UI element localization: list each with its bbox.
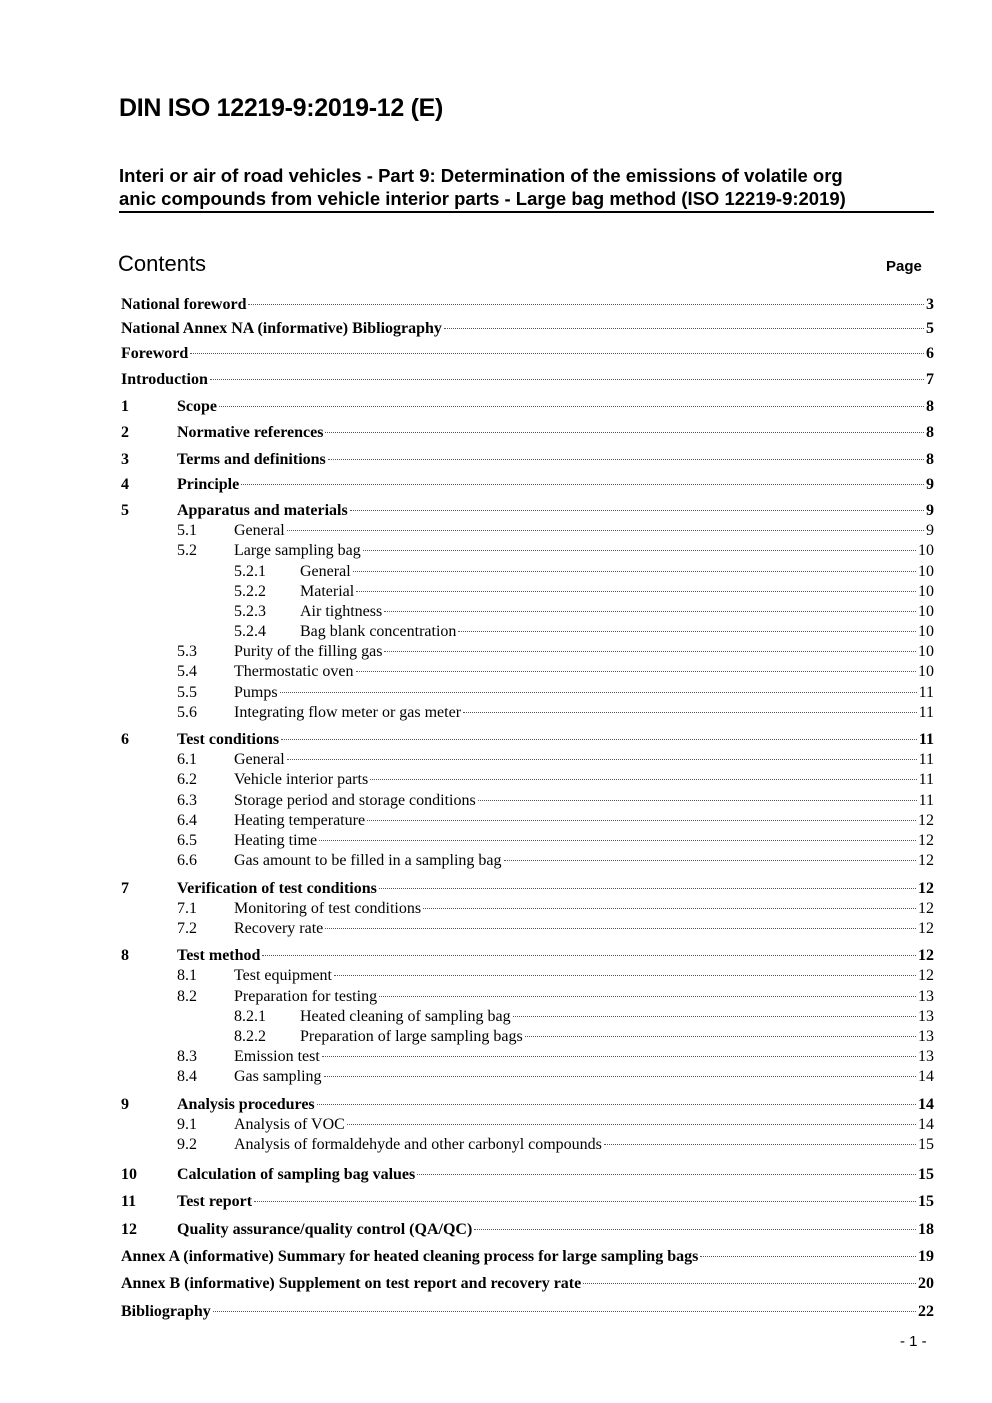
toc-entry-number: 3 [121, 451, 129, 468]
toc-dot-leader [604, 1144, 916, 1145]
toc-entry-title: General [234, 522, 285, 539]
toc-dot-leader [280, 692, 917, 693]
toc-entry-page: 20 [918, 1275, 934, 1292]
toc-entry[interactable] [121, 320, 934, 340]
toc-entry[interactable] [234, 623, 934, 643]
toc-entry[interactable] [177, 643, 934, 663]
toc-entry-page: 12 [918, 832, 934, 849]
toc-entry-page: 9 [926, 522, 934, 539]
toc-entry-title: Vehicle interior parts [234, 771, 369, 788]
document-subtitle [119, 164, 934, 213]
toc-entry-number: 8.2.1 [234, 1008, 266, 1025]
subtitle-line-2: anic compounds from vehicle interior parts - Large bag method (ISO 12219-9:2019) [119, 188, 846, 209]
toc-entry-number: 8.3 [177, 1048, 197, 1065]
toc-dot-leader [417, 1174, 916, 1175]
toc-entry[interactable] [121, 398, 934, 418]
toc-dot-leader [423, 908, 916, 909]
document-title: DIN ISO 12219-9:2019-12 (E) [119, 94, 444, 122]
toc-entry[interactable] [121, 1193, 934, 1213]
toc-dot-leader [317, 1104, 916, 1105]
toc-entry-title: Test conditions [177, 731, 280, 748]
toc-entry-number: 5.6 [177, 704, 197, 721]
toc-entry-page: 12 [918, 852, 934, 869]
toc-entry-title: Introduction [121, 371, 208, 388]
toc-entry-page: 12 [918, 947, 934, 964]
toc-entry-title: General [300, 563, 351, 580]
toc-entry-page: 11 [918, 684, 934, 701]
toc-dot-leader [350, 510, 924, 511]
toc-dot-leader [190, 353, 924, 354]
toc-entry[interactable] [121, 345, 934, 365]
toc-dot-leader [262, 955, 916, 956]
toc-entry-page: 5 [926, 320, 934, 337]
toc-entry-page: 13 [918, 1028, 934, 1045]
toc-dot-leader [384, 651, 916, 652]
toc-entry-title: Gas amount to be filled in a sampling bag [234, 852, 502, 869]
toc-entry-page: 12 [918, 812, 934, 829]
toc-entry-number: 9.1 [177, 1116, 197, 1133]
toc-entry-title: Heating temperature [234, 812, 366, 829]
toc-dot-leader [356, 591, 916, 592]
page-column-heading: Page [886, 258, 922, 275]
toc-entry-number: 5.2.4 [234, 623, 266, 640]
toc-entry[interactable] [177, 812, 934, 832]
toc-entry-title: Bag blank concentration [300, 623, 457, 640]
toc-entry-number: 5.2.1 [234, 563, 266, 580]
toc-dot-leader [334, 975, 916, 976]
toc-dot-leader [504, 860, 917, 861]
toc-entry[interactable] [121, 296, 934, 316]
toc-entry[interactable] [121, 1275, 934, 1295]
toc-entry-number: 4 [121, 476, 129, 493]
toc-dot-leader [370, 779, 916, 780]
toc-entry-number: 8.1 [177, 967, 197, 984]
toc-entry[interactable] [234, 563, 934, 583]
toc-entry-title: Test equipment [234, 967, 332, 984]
toc-entry-title: Test method [177, 947, 261, 964]
toc-entry-number: 6.3 [177, 792, 197, 809]
toc-entry[interactable] [177, 852, 934, 872]
toc-entry-title: General [234, 751, 285, 768]
toc-entry[interactable] [177, 1048, 934, 1068]
toc-entry[interactable] [177, 542, 934, 562]
toc-entry-title: Quality assurance/quality control (QA/QC) [177, 1221, 473, 1238]
toc-entry-title: Emission test [234, 1048, 320, 1065]
toc-entry-title: Purity of the filling gas [234, 643, 383, 660]
toc-entry-number: 6 [121, 731, 129, 748]
toc-dot-leader [281, 739, 917, 740]
toc-dot-leader [324, 1076, 916, 1077]
toc-dot-leader [458, 631, 916, 632]
page-number-footer: - 1 - [900, 1333, 927, 1350]
toc-dot-leader [325, 432, 924, 433]
toc-entry-page: 12 [918, 920, 934, 937]
toc-entry-number: 6.6 [177, 852, 197, 869]
toc-dot-leader [478, 800, 917, 801]
toc-entry-number: 6.1 [177, 751, 197, 768]
toc-entry[interactable] [121, 424, 934, 444]
toc-entry-page: 12 [918, 900, 934, 917]
toc-entry[interactable] [177, 751, 934, 771]
toc-entry-number: 8.2 [177, 988, 197, 1005]
contents-heading: Contents [118, 251, 207, 276]
toc-entry-title: National Annex NA (informative) Bibliography [121, 320, 442, 337]
toc-entry-title: Air tightness [300, 603, 383, 620]
toc-entry-number: 11 [121, 1193, 137, 1210]
toc-entry-number: 5 [121, 502, 129, 519]
toc-entry-number: 9 [121, 1096, 129, 1113]
toc-entry[interactable] [177, 704, 934, 724]
toc-entry-number: 7 [121, 880, 129, 897]
toc-entry[interactable] [121, 1303, 934, 1323]
toc-entry-page: 12 [918, 967, 934, 984]
toc-dot-leader [287, 530, 924, 531]
toc-entry[interactable] [177, 663, 934, 683]
toc-entry-page: 14 [918, 1096, 934, 1113]
toc-dot-leader [210, 379, 924, 380]
toc-entry-page: 15 [918, 1166, 934, 1183]
toc-entry[interactable] [121, 476, 934, 496]
toc-entry-title: Material [300, 583, 355, 600]
toc-dot-leader [384, 611, 916, 612]
toc-dot-leader [444, 328, 924, 329]
toc-entry-page: 13 [918, 1048, 934, 1065]
toc-dot-leader [379, 888, 916, 889]
toc-entry-number: 6.5 [177, 832, 197, 849]
toc-entry-number: 5.3 [177, 643, 197, 660]
toc-entry-title: Pumps [234, 684, 278, 701]
toc-entry-number: 8 [121, 947, 129, 964]
toc-entry[interactable] [177, 920, 934, 940]
toc-entry-page: 10 [918, 603, 934, 620]
toc-dot-leader [347, 1124, 916, 1125]
toc-entry-page: 10 [918, 643, 934, 660]
toc-entry-page: 9 [926, 476, 934, 493]
toc-dot-leader [287, 759, 917, 760]
toc-entry[interactable] [177, 1068, 934, 1088]
toc-dot-leader [219, 406, 924, 407]
toc-entry-page: 14 [918, 1116, 934, 1133]
toc-entry-title: Analysis procedures [177, 1096, 315, 1113]
toc-entry-title: Scope [177, 398, 217, 415]
toc-entry-page: 22 [918, 1303, 934, 1320]
toc-entry-title: Recovery rate [234, 920, 324, 937]
toc-entry[interactable] [121, 880, 934, 900]
toc-dot-leader [325, 928, 916, 929]
toc-entry-page: 13 [918, 988, 934, 1005]
toc-dot-leader [356, 671, 916, 672]
toc-entry-number: 10 [121, 1166, 137, 1183]
toc-entry-page: 19 [918, 1248, 934, 1265]
toc-entry-page: 11 [918, 751, 934, 768]
toc-entry[interactable] [121, 371, 934, 391]
toc-entry-page: 10 [918, 563, 934, 580]
toc-entry-number: 5.2.3 [234, 603, 266, 620]
toc-entry-page: 12 [918, 880, 934, 897]
toc-entry-title: Test report [177, 1193, 253, 1210]
toc-entry[interactable] [234, 603, 934, 623]
toc-dot-leader [367, 820, 916, 821]
toc-entry-title: Heating time [234, 832, 318, 849]
toc-entry-number: 5.5 [177, 684, 197, 701]
toc-entry[interactable] [121, 1248, 934, 1268]
toc-entry-title: Heated cleaning of sampling bag [300, 1008, 511, 1025]
toc-entry-title: Terms and definitions [177, 451, 326, 468]
toc-entry[interactable] [121, 502, 934, 522]
toc-entry-title: Bibliography [121, 1303, 211, 1320]
toc-entry-page: 15 [918, 1193, 934, 1210]
subtitle-line-1: Interi or air of road vehicles - Part 9: Determination of the emissions of volatile org [119, 165, 843, 186]
toc-entry-page: 8 [926, 398, 934, 415]
toc-entry-page: 18 [918, 1221, 934, 1238]
toc-entry-title: Analysis of formaldehyde and other carbonyl compounds [234, 1136, 602, 1153]
toc-entry[interactable] [177, 988, 934, 1008]
toc-entry-title: National foreword [121, 296, 247, 313]
toc-entry-title: Verification of test conditions [177, 880, 377, 897]
toc-entry-number: 7.1 [177, 900, 197, 917]
toc-entry-title: Gas sampling [234, 1068, 322, 1085]
toc-entry-number: 7.2 [177, 920, 197, 937]
toc-entry[interactable] [177, 967, 934, 987]
toc-entry-title: Annex B (informative) Supplement on test report and recovery rate [121, 1275, 582, 1292]
toc-entry[interactable] [177, 1136, 934, 1156]
toc-entry-page: 13 [918, 1008, 934, 1025]
toc-entry-number: 5.4 [177, 663, 197, 680]
toc-entry-page: 11 [918, 792, 934, 809]
toc-entry[interactable] [234, 1028, 934, 1048]
toc-entry-title: Foreword [121, 345, 189, 362]
toc-entry[interactable] [121, 731, 934, 751]
toc-dot-leader [322, 1056, 916, 1057]
toc-dot-leader [353, 571, 916, 572]
toc-entry-page: 10 [918, 542, 934, 559]
toc-entry[interactable] [121, 451, 934, 471]
toc-entry-page: 11 [918, 731, 934, 748]
toc-dot-leader [254, 1201, 916, 1202]
toc-entry-title: Apparatus and materials [177, 502, 348, 519]
toc-entry[interactable] [121, 947, 934, 967]
toc-dot-leader [328, 459, 924, 460]
toc-dot-leader [248, 304, 924, 305]
toc-entry-title: Analysis of VOC [234, 1116, 345, 1133]
toc-dot-leader [241, 484, 924, 485]
toc-entry-page: 8 [926, 424, 934, 441]
toc-entry-number: 5.1 [177, 522, 197, 539]
toc-entry-title: Storage period and storage conditions [234, 792, 476, 809]
toc-entry[interactable] [177, 1116, 934, 1136]
toc-entry-number: 8.2.2 [234, 1028, 266, 1045]
toc-entry-number: 2 [121, 424, 129, 441]
toc-entry[interactable] [121, 1096, 934, 1116]
toc-entry[interactable] [234, 583, 934, 603]
toc-dot-leader [463, 712, 917, 713]
toc-entry-title: Preparation for testing [234, 988, 378, 1005]
toc-entry-number: 5.2.2 [234, 583, 266, 600]
toc-entry-page: 3 [926, 296, 934, 313]
toc-entry-page: 6 [926, 345, 934, 362]
toc-dot-leader [474, 1229, 916, 1230]
toc-entry-page: 10 [918, 583, 934, 600]
toc-entry-title: Calculation of sampling bag values [177, 1166, 416, 1183]
toc-entry-number: 1 [121, 398, 129, 415]
toc-entry-number: 6.4 [177, 812, 197, 829]
toc-entry-title: Thermostatic oven [234, 663, 354, 680]
toc-entry-number: 12 [121, 1221, 137, 1238]
toc-entry-title: Integrating flow meter or gas meter [234, 704, 462, 721]
toc-dot-leader [525, 1036, 916, 1037]
toc-entry-page: 15 [918, 1136, 934, 1153]
toc-entry-page: 11 [918, 771, 934, 788]
toc-entry-number: 8.4 [177, 1068, 197, 1085]
toc-entry-page: 14 [918, 1068, 934, 1085]
toc-entry[interactable] [177, 832, 934, 852]
toc-entry-page: 7 [926, 371, 934, 388]
toc-entry[interactable] [234, 1008, 934, 1028]
toc-entry[interactable] [121, 1166, 934, 1186]
toc-entry-page: 10 [918, 663, 934, 680]
toc-entry-title: Monitoring of test conditions [234, 900, 422, 917]
toc-entry-page: 8 [926, 451, 934, 468]
toc-entry-number: 5.2 [177, 542, 197, 559]
toc-dot-leader [513, 1016, 916, 1017]
toc-entry-title: Large sampling bag [234, 542, 361, 559]
toc-entry-number: 6.2 [177, 771, 197, 788]
toc-entry[interactable] [177, 684, 934, 704]
toc-entry-title: Preparation of large sampling bags [300, 1028, 523, 1045]
toc-entry-page: 10 [918, 623, 934, 640]
toc-entry-title: Annex A (informative) Summary for heated cleaning process for large sampling bags [121, 1248, 699, 1265]
toc-dot-leader [583, 1283, 916, 1284]
toc-entry[interactable] [177, 522, 934, 542]
toc-entry[interactable] [121, 1221, 934, 1241]
toc-entry-page: 9 [926, 502, 934, 519]
toc-entry[interactable] [177, 771, 934, 791]
toc-entry-title: Principle [177, 476, 240, 493]
toc-dot-leader [319, 840, 916, 841]
toc-entry[interactable] [177, 792, 934, 812]
toc-dot-leader [363, 550, 916, 551]
toc-dot-leader [379, 996, 916, 997]
toc-entry-title: Normative references [177, 424, 324, 441]
toc-entry-page: 11 [918, 704, 934, 721]
toc-dot-leader [700, 1256, 916, 1257]
toc-entry-number: 9.2 [177, 1136, 197, 1153]
toc-dot-leader [213, 1311, 916, 1312]
toc-entry[interactable] [177, 900, 934, 920]
